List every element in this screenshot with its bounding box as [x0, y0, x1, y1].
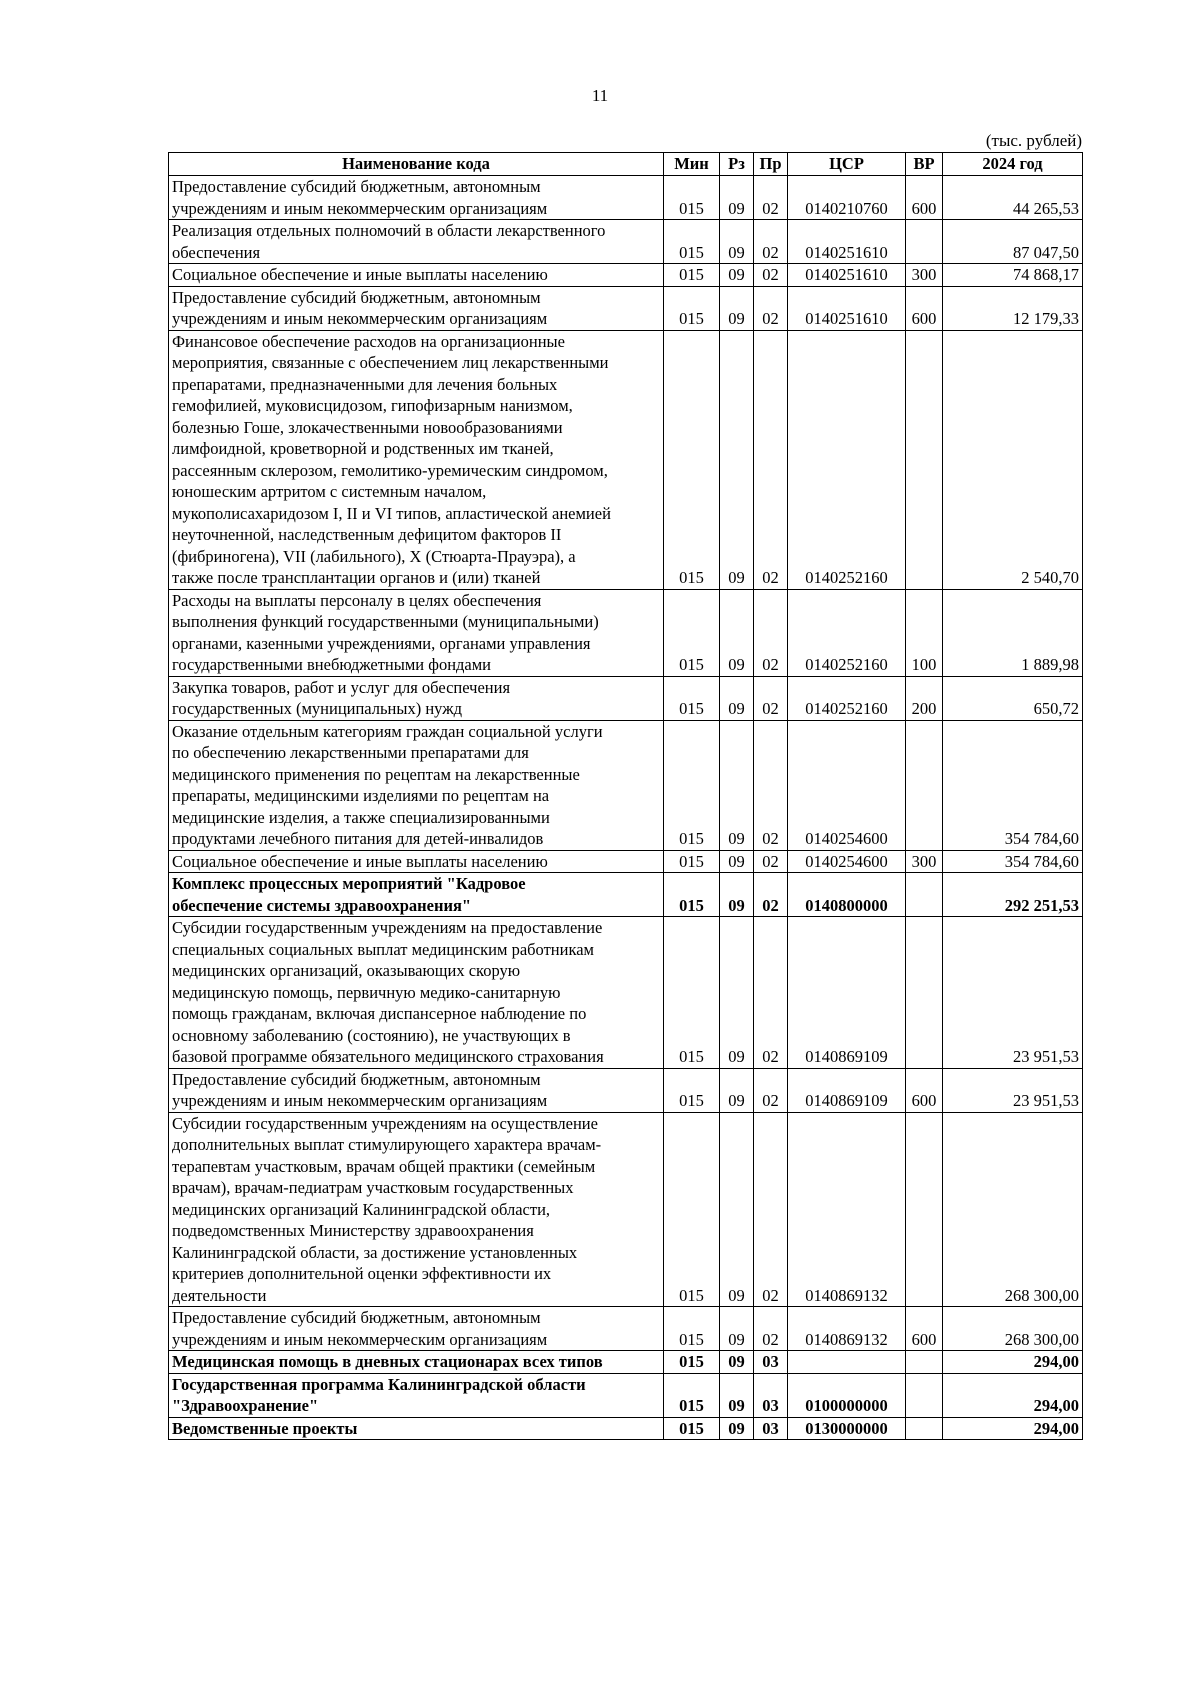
cell-name: Оказание отдельным категориям граждан социальной услуги по обеспечению лекарственными препаратами для медицинского применения по рецептам на лекарственные препараты, медицинскими изделиями по рецептам на медицинские изделия, а также специализированными продуктами лечебного питания для детей-инвалидов	[169, 720, 664, 850]
cell-name: Финансовое обеспечение расходов на организационные мероприятия, связанные с обеспечением лиц лекарственными препаратами, предназначенными для лечения больных гемофилией, муковисцидозом, гипофизарным нанизмом, болезнью Гоше, злокачественными новообразованиями лимфоидной, кроветворной и родственных им тканей, рассеянным склерозом, гемолитико-уремическим синдромом, юношеским артритом с системным началом, мукополисахаридозом I, II и VI типов, апластической анемией неуточненной, наследственным дефицитом факторов II (фибриногена), VII (лабильного), X (Стюарта-Прауэра), а также после трансплантации органов и (или) тканей	[169, 330, 664, 589]
cell-min: 015	[664, 286, 720, 330]
cell-rz: 09	[720, 676, 754, 720]
cell-csr: 0140252160	[788, 589, 906, 676]
table-row	[169, 1307, 1083, 1351]
cell-amount: 294,00	[943, 1351, 1083, 1374]
cell-pr: 02	[754, 264, 788, 287]
cell-vr	[906, 1373, 943, 1417]
table-row	[169, 264, 1083, 287]
cell-name: Медицинская помощь в дневных стационарах всех типов	[169, 1351, 664, 1374]
table-row	[169, 220, 1083, 264]
cell-csr: 0100000000	[788, 1373, 906, 1417]
cell-vr	[906, 720, 943, 850]
cell-csr: 0140869132	[788, 1307, 906, 1351]
cell-csr: 0140869109	[788, 1068, 906, 1112]
cell-pr: 02	[754, 917, 788, 1069]
cell-min: 015	[664, 1112, 720, 1307]
cell-amount: 12 179,33	[943, 286, 1083, 330]
cell-pr: 02	[754, 220, 788, 264]
cell-vr: 100	[906, 589, 943, 676]
cell-pr: 03	[754, 1351, 788, 1374]
header-min: Мин	[664, 153, 720, 176]
cell-amount: 87 047,50	[943, 220, 1083, 264]
cell-min: 015	[664, 1307, 720, 1351]
cell-name: Предоставление субсидий бюджетным, автономным учреждениям и иным некоммерческим организациям	[169, 286, 664, 330]
cell-min: 015	[664, 1351, 720, 1374]
cell-csr: 0130000000	[788, 1417, 906, 1440]
cell-rz: 09	[720, 264, 754, 287]
cell-min: 015	[664, 720, 720, 850]
cell-pr: 02	[754, 1112, 788, 1307]
cell-rz: 09	[720, 589, 754, 676]
cell-vr	[906, 873, 943, 917]
cell-name: Ведомственные проекты	[169, 1417, 664, 1440]
header-rz: Рз	[720, 153, 754, 176]
cell-name: Субсидии государственным учреждениям на предоставление специальных социальных выплат медицинским работникам медицинских организаций, оказывающих скорую медицинскую помощь, первичную медико-санитарную помощь гражданам, включая диспансерное наблюдение по основному заболеванию (состоянию), не участвующих в базовой программе обязательного медицинского страхования	[169, 917, 664, 1069]
cell-min: 015	[664, 873, 720, 917]
cell-name: Социальное обеспечение и иные выплаты населению	[169, 264, 664, 287]
cell-min: 015	[664, 589, 720, 676]
cell-rz: 09	[720, 1112, 754, 1307]
cell-min: 015	[664, 1417, 720, 1440]
cell-rz: 09	[720, 220, 754, 264]
cell-rz: 09	[720, 917, 754, 1069]
cell-rz: 09	[720, 720, 754, 850]
cell-name: Социальное обеспечение и иные выплаты населению	[169, 850, 664, 873]
cell-name: Расходы на выплаты персоналу в целях обеспечения выполнения функций государственными (муниципальными) органами, казенными учреждениями, органами управления государственными внебюджетными фондами	[169, 589, 664, 676]
cell-min: 015	[664, 850, 720, 873]
cell-amount: 1 889,98	[943, 589, 1083, 676]
header-csr: ЦСР	[788, 153, 906, 176]
cell-min: 015	[664, 330, 720, 589]
cell-pr: 02	[754, 286, 788, 330]
cell-amount: 354 784,60	[943, 720, 1083, 850]
table-row	[169, 1373, 1083, 1417]
cell-rz: 09	[720, 330, 754, 589]
cell-vr	[906, 330, 943, 589]
table-row	[169, 589, 1083, 676]
cell-vr: 300	[906, 850, 943, 873]
cell-min: 015	[664, 917, 720, 1069]
budget-table	[168, 152, 1083, 1440]
cell-pr: 02	[754, 176, 788, 220]
cell-csr: 0140251610	[788, 220, 906, 264]
cell-vr: 600	[906, 286, 943, 330]
cell-amount: 268 300,00	[943, 1112, 1083, 1307]
cell-rz: 09	[720, 286, 754, 330]
cell-rz: 09	[720, 1068, 754, 1112]
cell-amount: 23 951,53	[943, 1068, 1083, 1112]
cell-vr: 200	[906, 676, 943, 720]
cell-vr	[906, 1351, 943, 1374]
cell-csr: 0140869132	[788, 1112, 906, 1307]
table-row	[169, 850, 1083, 873]
table-row	[169, 176, 1083, 220]
cell-csr: 0140254600	[788, 850, 906, 873]
header-name: Наименование кода	[169, 153, 664, 176]
cell-vr	[906, 1417, 943, 1440]
table-row	[169, 330, 1083, 589]
cell-pr: 02	[754, 720, 788, 850]
cell-name: Комплекс процессных мероприятий "Кадровое обеспечение системы здравоохранения"	[169, 873, 664, 917]
cell-csr: 0140251610	[788, 264, 906, 287]
units-label: (тыс. рублей)	[985, 131, 1082, 150]
table-body	[169, 176, 1083, 1440]
cell-csr	[788, 1351, 906, 1374]
cell-csr: 0140251610	[788, 286, 906, 330]
cell-vr	[906, 1112, 943, 1307]
cell-amount: 44 265,53	[943, 176, 1083, 220]
cell-csr: 0140252160	[788, 676, 906, 720]
cell-csr: 0140210760	[788, 176, 906, 220]
cell-rz: 09	[720, 1417, 754, 1440]
table-row	[169, 720, 1083, 850]
header-year: 2024 год	[943, 153, 1083, 176]
cell-pr: 02	[754, 589, 788, 676]
cell-name: Предоставление субсидий бюджетным, автономным учреждениям и иным некоммерческим организациям	[169, 1068, 664, 1112]
cell-rz: 09	[720, 1373, 754, 1417]
cell-amount: 292 251,53	[943, 873, 1083, 917]
cell-amount: 23 951,53	[943, 917, 1083, 1069]
cell-name: Государственная программа Калининградской области "Здравоохранение"	[169, 1373, 664, 1417]
cell-vr	[906, 220, 943, 264]
cell-rz: 09	[720, 850, 754, 873]
page-number: 11	[591, 86, 609, 105]
cell-min: 015	[664, 676, 720, 720]
table-row	[169, 1351, 1083, 1374]
table-row	[169, 286, 1083, 330]
cell-amount: 294,00	[943, 1373, 1083, 1417]
table-row	[169, 676, 1083, 720]
cell-csr: 0140254600	[788, 720, 906, 850]
cell-vr: 600	[906, 1068, 943, 1112]
table-row	[169, 1068, 1083, 1112]
cell-rz: 09	[720, 1307, 754, 1351]
cell-pr: 02	[754, 330, 788, 589]
cell-amount: 268 300,00	[943, 1307, 1083, 1351]
table-row	[169, 1417, 1083, 1440]
table-row	[169, 873, 1083, 917]
cell-min: 015	[664, 220, 720, 264]
cell-name: Реализация отдельных полномочий в области лекарственного обеспечения	[169, 220, 664, 264]
cell-csr: 0140252160	[788, 330, 906, 589]
cell-rz: 09	[720, 1351, 754, 1374]
cell-amount: 650,72	[943, 676, 1083, 720]
cell-amount: 354 784,60	[943, 850, 1083, 873]
cell-pr: 02	[754, 850, 788, 873]
cell-pr: 03	[754, 1373, 788, 1417]
cell-pr: 03	[754, 1417, 788, 1440]
cell-vr: 600	[906, 1307, 943, 1351]
cell-name: Предоставление субсидий бюджетным, автономным учреждениям и иным некоммерческим организациям	[169, 1307, 664, 1351]
cell-rz: 09	[720, 176, 754, 220]
cell-min: 015	[664, 1068, 720, 1112]
cell-rz: 09	[720, 873, 754, 917]
cell-min: 015	[664, 1373, 720, 1417]
cell-csr: 0140800000	[788, 873, 906, 917]
cell-pr: 02	[754, 1307, 788, 1351]
table-row	[169, 917, 1083, 1069]
cell-csr: 0140869109	[788, 917, 906, 1069]
cell-pr: 02	[754, 873, 788, 917]
header-pr: Пр	[754, 153, 788, 176]
cell-vr	[906, 917, 943, 1069]
cell-amount: 74 868,17	[943, 264, 1083, 287]
cell-pr: 02	[754, 676, 788, 720]
cell-amount: 2 540,70	[943, 330, 1083, 589]
header-vr: ВР	[906, 153, 943, 176]
cell-min: 015	[664, 264, 720, 287]
table-row	[169, 1112, 1083, 1307]
cell-name: Предоставление субсидий бюджетным, автономным учреждениям и иным некоммерческим организациям	[169, 176, 664, 220]
cell-pr: 02	[754, 1068, 788, 1112]
cell-min: 015	[664, 176, 720, 220]
cell-name: Закупка товаров, работ и услуг для обеспечения государственных (муниципальных) нужд	[169, 676, 664, 720]
cell-vr: 600	[906, 176, 943, 220]
cell-amount: 294,00	[943, 1417, 1083, 1440]
cell-name: Субсидии государственным учреждениям на осуществление дополнительных выплат стимулирующего характера врачам- терапевтам участковым, врачам общей практики (семейным врачам), врачам-педиатрам участковым государственных медицинских организаций Калининградской области, подведомственных Министерству здравоохранения Калининградской области, за достижение установленных критериев дополнительной оценки эффективности их деятельности	[169, 1112, 664, 1307]
cell-vr: 300	[906, 264, 943, 287]
table-header-row	[169, 153, 1083, 176]
